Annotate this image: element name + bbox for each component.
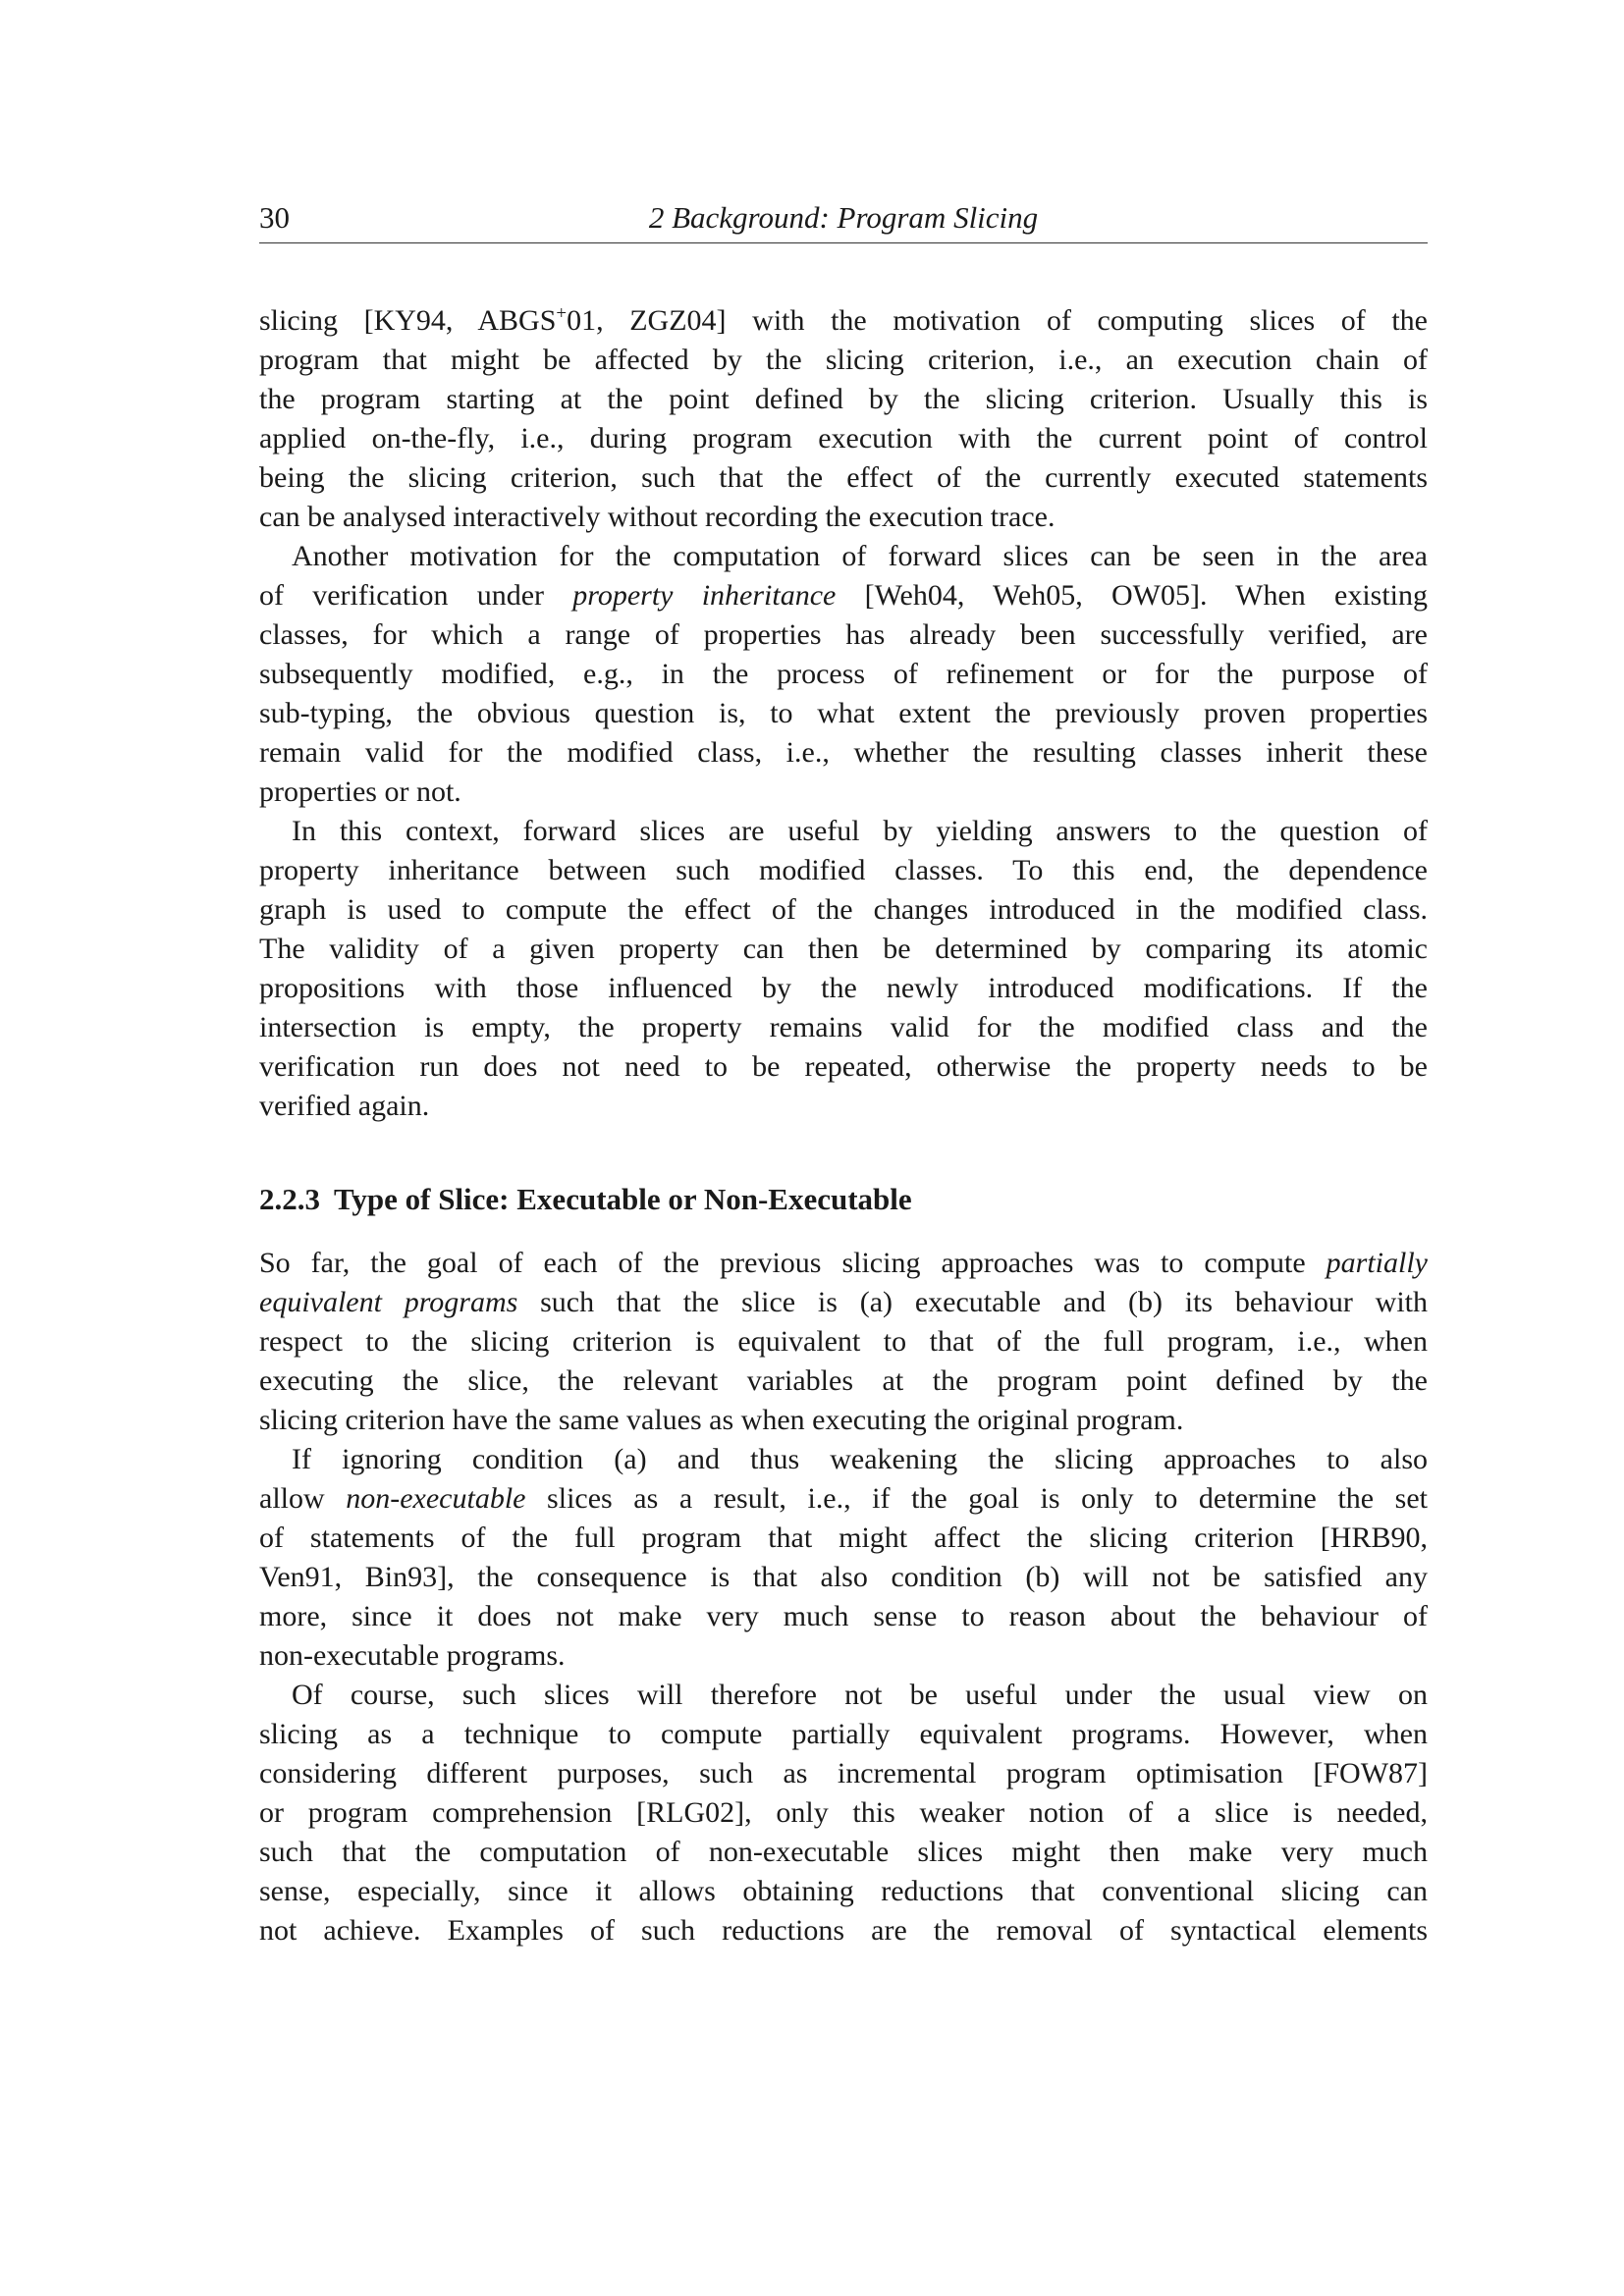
paragraph (259, 1440, 1428, 1676)
text-run: The validity of a given property can then be determined by comparing its atomic (259, 933, 1428, 965)
emphasized-text: equivalent programs (259, 1286, 518, 1318)
text-line (259, 694, 1428, 733)
text-run: slices as a result, i.e., if the goal is only to determine the set (525, 1482, 1428, 1515)
text-line (259, 1008, 1428, 1047)
body-text-section (259, 1244, 1428, 1950)
text-run: respect to the slicing criterion is equivalent to that of the full program, i.e., when (259, 1325, 1428, 1358)
section-number: 2.2.3 (259, 1182, 320, 1216)
text-line (259, 1362, 1428, 1401)
text-run: property inheritance between such modified classes. To this end, the dependence (259, 854, 1428, 886)
text-run: subsequently modified, e.g., in the process of refinement or for the purpose of (259, 658, 1428, 690)
text-run: classes, for which a range of properties has already been successfully verified, are (259, 618, 1428, 651)
running-header (259, 196, 1428, 240)
text-line (259, 1911, 1428, 1950)
text-line (259, 1754, 1428, 1793)
text-line (259, 1283, 1428, 1322)
text-line (259, 419, 1428, 458)
text-line (259, 812, 1428, 851)
text-line (259, 1087, 1428, 1126)
text-run: In this context, forward slices are useful by yielding answers to the question of (292, 815, 1428, 847)
text-line (259, 890, 1428, 930)
text-line (259, 1833, 1428, 1872)
text-run: verified again. (259, 1090, 430, 1122)
text-line (259, 733, 1428, 773)
text-line (259, 1558, 1428, 1597)
text-run: such that the computation of non-executable slices might then make very much (259, 1836, 1428, 1868)
text-line (259, 1793, 1428, 1833)
text-line (259, 655, 1428, 694)
text-line (259, 301, 1428, 341)
text-line (259, 1047, 1428, 1087)
chapter-title: 2 Background: Program Slicing (648, 200, 1039, 235)
text-run: intersection is empty, the property remains valid for the modified class and the (259, 1011, 1428, 1043)
text-line (259, 1676, 1428, 1715)
text-line (259, 1597, 1428, 1636)
text-run: being the slicing criterion, such that the effect of the currently executed statements (259, 461, 1428, 494)
text-run: slicing criterion have the same values as when executing the original program. (259, 1404, 1184, 1436)
emphasized-text: partially (1326, 1247, 1428, 1279)
superscript: + (556, 303, 568, 324)
text-run: more, since it does not make very much sense to reason about the behaviour of (259, 1600, 1428, 1632)
text-run: can be analysed interactively without recording the execution trace. (259, 501, 1056, 533)
text-run: not achieve. Examples of such reductions are the removal of syntactical elements (259, 1914, 1428, 1947)
text-line (259, 458, 1428, 498)
text-run: applied on-the-fly, i.e., during program execution with the current point of control (259, 422, 1428, 454)
text-run: allow (259, 1482, 347, 1515)
text-run: slicing as a technique to compute partially equivalent programs. However, when (259, 1718, 1428, 1750)
text-line (259, 341, 1428, 380)
text-run: considering different purposes, such as incremental program optimisation [FOW87] (259, 1757, 1428, 1789)
paragraph (259, 1676, 1428, 1950)
text-line (259, 930, 1428, 969)
text-line (259, 1715, 1428, 1754)
text-run: If ignoring condition (a) and thus weakening the slicing approaches to also (292, 1443, 1428, 1475)
text-line (259, 1244, 1428, 1283)
text-run: such that the slice is (a) executable and (b) its behaviour with (517, 1286, 1428, 1318)
text-line (259, 1322, 1428, 1362)
text-run: remain valid for the modified class, i.e., whether the resulting classes inherit these (259, 736, 1428, 769)
text-run: of verification under (259, 579, 573, 612)
text-line (259, 615, 1428, 655)
text-line (259, 1401, 1428, 1440)
paragraph (259, 301, 1428, 537)
text-line (259, 773, 1428, 812)
text-run: sense, especially, since it allows obtaining reductions that conventional slicing can (259, 1875, 1428, 1907)
text-run: Another motivation for the computation of forward slices can be seen in the area (292, 540, 1428, 572)
paragraph (259, 1244, 1428, 1440)
emphasized-text: non-executable (346, 1482, 526, 1515)
body-text-before-section (259, 301, 1428, 1126)
text-line (259, 537, 1428, 576)
text-run: propositions with those influenced by the newly introduced modifications. If the (259, 972, 1428, 1004)
text-line (259, 1440, 1428, 1479)
paragraph (259, 812, 1428, 1126)
text-line (259, 1872, 1428, 1911)
text-run: Of course, such slices will therefore not be useful under the usual view on (292, 1679, 1428, 1711)
text-run: or program comprehension [RLG02], only this weaker notion of a slice is needed, (259, 1796, 1428, 1829)
text-line (259, 1636, 1428, 1676)
text-run: program that might be affected by the slicing criterion, i.e., an execution chain of (259, 344, 1428, 376)
text-line (259, 1519, 1428, 1558)
page-number: 30 (259, 200, 290, 235)
text-run: the program starting at the point defined by the slicing criterion. Usually this is (259, 383, 1428, 415)
text-run: So far, the goal of each of the previous slicing approaches was to compute (259, 1247, 1326, 1279)
text-run: verification run does not need to be repeated, otherwise the property needs to be (259, 1050, 1428, 1083)
paragraph (259, 537, 1428, 812)
text-line (259, 380, 1428, 419)
text-run: [Weh04, Weh05, OW05]. When existing (836, 579, 1429, 612)
text-run: executing the slice, the relevant variables at the program point defined by the (259, 1364, 1428, 1397)
text-line (259, 1479, 1428, 1519)
text-run: Ven91, Bin93], the consequence is that also condition (b) will not be satisfied any (259, 1561, 1428, 1593)
text-line (259, 576, 1428, 615)
text-run: 01, ZGZ04] with the motivation of computing slices of the (567, 304, 1428, 337)
text-line (259, 969, 1428, 1008)
text-run: non-executable programs. (259, 1639, 566, 1672)
text-line (259, 498, 1428, 537)
text-run: of statements of the full program that might affect the slicing criterion [HRB90, (259, 1522, 1428, 1554)
text-run: sub-typing, the obvious question is, to what extent the previously proven properties (259, 697, 1428, 729)
text-run: graph is used to compute the effect of the changes introduced in the modified class. (259, 893, 1428, 926)
header-rule (259, 242, 1428, 243)
section-title: Type of Slice: Executable or Non-Executable (334, 1182, 912, 1216)
text-line (259, 851, 1428, 890)
text-run: slicing [KY94, ABGS (259, 304, 557, 337)
emphasized-text: property inheritance (572, 579, 837, 612)
section-heading (259, 1180, 912, 1219)
text-run: properties or not. (259, 775, 461, 808)
